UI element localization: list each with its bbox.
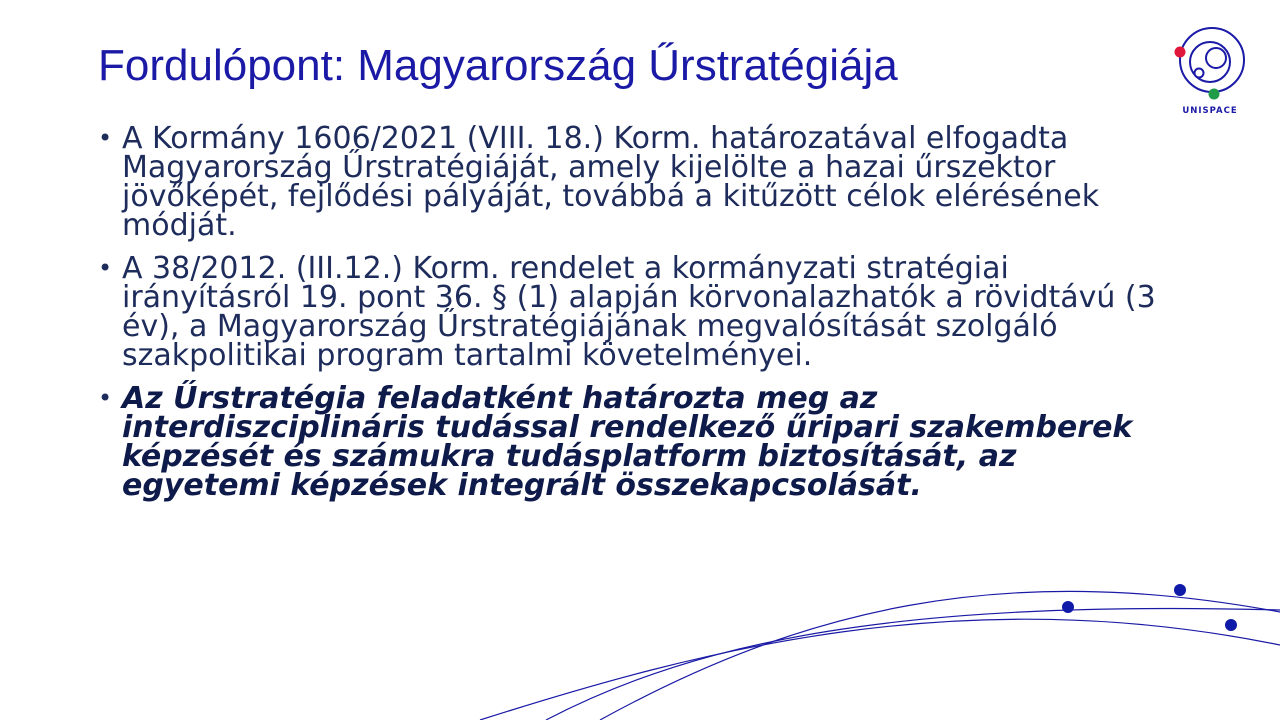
orbit-dot [1174, 584, 1186, 596]
bullet-list [94, 121, 1174, 514]
bullet-marker: • [98, 254, 113, 282]
orbit-dot [1062, 601, 1074, 613]
bullet-item [94, 251, 1174, 373]
orbit-line [600, 591, 1280, 720]
bullet-text: A Kormány 1606/2021 (VIII. 18.) Korm. határozatával elfogadta Magyarország Űrstratégiáját, amely kijelölte a hazai űrszektor jövőképét, fejlődési pályáját, továbbá a kitűzött célok elérésének módját. [122, 121, 1100, 243]
orbit-line [546, 608, 1280, 720]
bullet-text: A 38/2012. (III.12.) Korm. rendelet a kormányzati stratégiai irányításról 19. pont 36. § (1) alapján körvonalazhatók a rövidtávú (3 év), a Magyarország Űrstratégiájának megvalósítását szolgáló szakpolitikai program tartalmi követelményei. [122, 251, 1156, 373]
orbit-line [480, 619, 1280, 720]
bullet-text: Az Űrstratégia feladatként határozta meg az interdiszciplináris tudással rendelkező űripari szakemberek képzését és számukra tudásplatform biztosítását, az egyetemi képzések integrált összekapcsolását. [122, 381, 1133, 503]
logo-wordmark: UNISPACE [1182, 106, 1238, 116]
orbit-dot [1225, 619, 1237, 631]
slide-title: Fordulópont: Magyarország Űrstratégiája [98, 41, 898, 90]
bullet-marker: • [98, 124, 113, 152]
bullet-item [94, 121, 1174, 243]
unispace-logo [1168, 18, 1252, 118]
orbit-logo-icon [1168, 18, 1252, 108]
bullet-marker: • [98, 384, 113, 412]
bullet-item-emphasized [94, 381, 1174, 503]
